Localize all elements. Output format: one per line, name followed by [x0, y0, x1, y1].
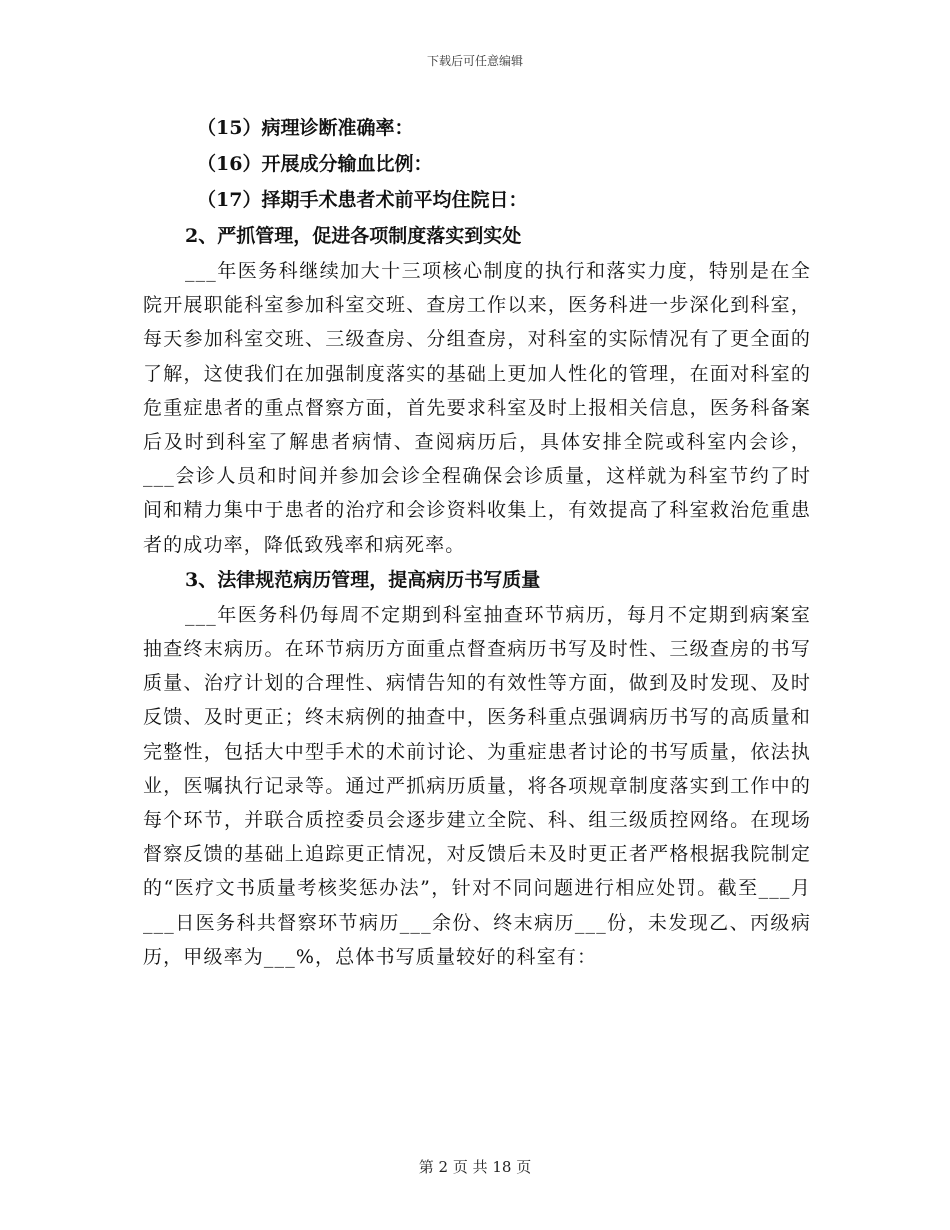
indicator-item-15: （15）病理诊断准确率：	[197, 117, 414, 139]
section-heading-management: 2、严抓管理，促进各项制度落实到实处	[185, 225, 522, 247]
section-paragraph-medical-records: ___年医务科仍每周不定期到科室抽查环节病历，每月不定期到病案室抽查终末病历。在环节病历方面重点督查病历书写及时性、三级查房的书写质量、治疗计划的合理性、病情告知的有效性等方面，做到及时发现、及时反馈、及时更正；终末病例的抽查中，医务科重点强调病历书写的高质量和完整性，包括大中型手术的术前讨论、为重症患者讨论的书写质量，依法执业，医嘱执行记录等。通过严抓病历质量，将各项规章制度落实到工作中的每个环节，并联合质控委员会逐步建立全院、科、组三级质控网络。在现场督察反馈的基础上追踪更正情况，对反馈后未及时更正者严格根据我院制定的“医疗文书质量考核奖惩办法”，针对不同问题进行相应处罚。截至___月___日医务科共督察环节病历___余份、终末病历___份，未发现乙、丙级病历，甲级率为___%，总体书写质量较好的科室有：	[143, 603, 811, 968]
indicator-item-16: （16）开展成分输血比例：	[197, 153, 433, 175]
document-body	[143, 110, 811, 976]
indicator-item-17: （17）择期手术患者术前平均住院日：	[197, 189, 528, 211]
header-note: 下载后可任意编辑	[426, 54, 523, 68]
page-number: 第 2 页 共 18 页	[418, 1158, 532, 1176]
section-heading-medical-records: 3、法律规范病历管理，提高病历书写质量	[185, 568, 541, 591]
section-paragraph-management: ___年医务科继续加大十三项核心制度的执行和落实力度，特别是在全院开展职能科室参加科室交班、查房工作以来，医务科进一步深化到科室，每天参加科室交班、三级查房、分组查房，对科室的实际情况有了更全面的了解，这使我们在加强制度落实的基础上更加人性化的管理，在面对科室的危重症患者的重点督察方面，首先要求科室及时上报相关信息，医务科备案后及时到科室了解患者病情、查阅病历后，具体安排全院或科室内会诊，___会诊人员和时间并参加会诊全程确保会诊质量，这样就为科室节约了时间和精力集中于患者的治疗和会诊资料收集上，有效提高了科室救治危重患者的成功率，降低致残率和病死率。	[143, 260, 811, 556]
